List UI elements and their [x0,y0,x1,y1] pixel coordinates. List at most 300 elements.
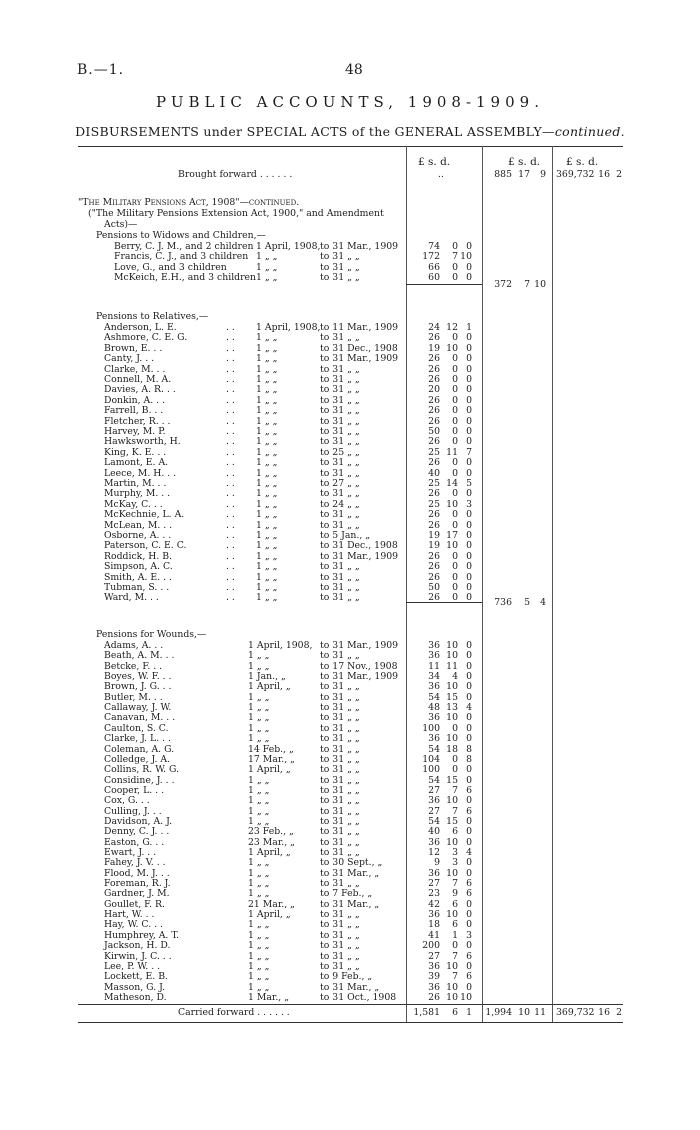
amount-pence: 0 [466,764,472,776]
pensioner-name: Simpson, A. C. [104,561,173,573]
amount-pence: 0 [466,712,472,724]
leader-dots: . . [226,550,235,562]
leader-dots: . . [226,332,235,344]
period-to: to 31 „ „ [320,561,360,573]
period-from: 14 Feb., „ [248,743,294,755]
period-to: to 31 „ „ [320,374,360,385]
amount-pounds: 27 [428,878,440,890]
period-to: to 31 „ „ [320,251,360,263]
pensioner-name: Adams, A. . . [104,640,164,651]
amount-pence: 0 [466,436,472,448]
cf-col2-shillings: 10 [518,1007,530,1018]
leader-dots: . . [226,467,235,479]
period-from: 1 „ „ [256,478,278,489]
period-from: 1 „ „ [248,650,270,662]
amount-shillings: 1 [452,929,458,941]
amount-pounds: 18 [428,919,440,931]
period-from: 1 „ „ [256,519,278,531]
leader-dots: . . [226,436,235,448]
ledger-table [78,146,623,1022]
amount-shillings: 4 [452,671,458,683]
amount-pence: 0 [466,919,472,931]
period-from: 1 April, „ [248,847,291,858]
period-from: 1 „ „ [256,530,278,541]
amount-pence: 1 [466,322,472,333]
amount-shillings: 0 [452,488,458,500]
brought-forward-label: Brought forward . . . . . . [178,169,293,180]
amount-shillings: 13 [446,702,458,714]
amount-pounds: 25 [428,478,440,489]
amount-pounds: 26 [428,353,440,365]
amount-pounds: 26 [428,550,440,562]
amount-shillings: 12 [446,322,458,333]
pensioner-name: Francis, C. J., and 3 children [114,251,249,263]
pensioner-name: Ashmore, C. E. G. [104,332,188,344]
amount-pounds: 60 [428,272,440,284]
amount-shillings: 0 [452,363,458,375]
leader-dots: . . [226,394,235,406]
period-to: to 31 „ „ [320,650,360,662]
period-to: to 31 „ „ [320,764,360,776]
period-to: to 31 „ „ [320,795,360,807]
amount-shillings: 0 [452,426,458,437]
amount-pence: 0 [466,363,472,375]
amount-pounds: 172 [422,251,440,263]
pensioner-name: Hay, W. C. . . [104,919,163,931]
amount-pounds: 25 [428,446,440,458]
amount-shillings: 0 [452,571,458,583]
pensioner-name: Beath, A. M. . . [104,650,175,662]
column-divider-2 [482,146,483,1022]
period-to: to 9 Feb., „ [320,971,373,983]
leader-dots: . . [226,498,235,510]
period-to: to 31 Dec., 1908 [320,540,398,552]
page-subtitle [0,124,700,139]
amount-shillings: 10 [446,712,458,724]
amount-pence: 0 [466,774,472,786]
pensioner-name: Butler, M. . . [104,691,163,703]
widows-subtotal-rule [406,284,482,285]
amount-pence: 0 [466,722,472,734]
amount-shillings: 0 [452,436,458,448]
amount-pounds: 26 [428,991,440,1003]
pensioner-name: Brown, E. . . [104,342,163,354]
currency-header-2: £ s. d. [508,156,541,168]
amount-pounds: 74 [428,241,440,252]
pensioner-name: Fletcher, R. . . [104,415,171,427]
amount-shillings: 0 [452,374,458,385]
bf-col3-pence: 2 [616,169,622,180]
period-to: to 31 „ „ [320,592,360,604]
table-bottom-rule [78,1004,623,1005]
cf-col1-pounds: 1,581 [413,1007,440,1018]
amount-shillings: 7 [452,805,458,817]
amount-pounds: 200 [422,940,440,952]
amount-pence: 8 [466,753,472,765]
amount-pounds: 27 [428,784,440,796]
period-from: 1 „ „ [248,867,270,879]
amount-pence: 6 [466,784,472,796]
period-from: 1 „ „ [256,405,278,417]
subtitle-continued: —continued. [542,124,625,139]
pensioner-name: McLean, M. . . [104,519,173,531]
amount-pence: 0 [466,909,472,921]
amount-pence: 0 [466,384,472,396]
leader-dots: . . [226,384,235,396]
cf-col3-pence: 2 [616,1007,622,1018]
amount-pounds: 26 [428,571,440,583]
amount-pounds: 25 [428,498,440,510]
leader-dots: . . [226,374,235,385]
relatives-heading: Pensions to Relatives,— [96,311,209,322]
period-from: 1 April, „ [248,764,291,776]
pensioner-name: Love, G., and 3 children [114,261,227,273]
amount-shillings: 10 [446,681,458,693]
amount-pounds: 26 [428,363,440,375]
period-from: 1 „ „ [256,272,278,284]
amount-pence: 8 [466,743,472,755]
period-from: 1 April, 1908, [256,322,321,333]
period-to: to 31 „ „ [320,681,360,693]
amount-pounds: 100 [422,722,440,734]
amount-pounds: 50 [428,582,440,593]
widows-total-shillings: 7 [524,279,530,290]
amount-pounds: 36 [428,733,440,745]
brought-forward-col1: .. [438,169,444,180]
leader-dots: . . [226,446,235,458]
period-to: to 31 „ „ [320,571,360,583]
amount-pounds: 12 [428,847,440,858]
leader-dots: . . [226,519,235,531]
period-from: 17 Mar., „ [248,753,295,765]
pensioner-name: Flood, M. J. . . [104,867,170,879]
amount-shillings: 10 [446,909,458,921]
period-to: to 25 „ „ [320,446,360,458]
amount-pence: 0 [466,261,472,273]
leader-dots: . . [226,530,235,541]
amount-pounds: 36 [428,712,440,724]
pensioner-name: Collins, R. W. G. [104,764,180,776]
amount-pence: 0 [466,898,472,910]
period-to: to 31 Dec., 1908 [320,342,398,354]
cf-col2-pence: 11 [534,1007,546,1018]
amount-pounds: 20 [428,384,440,396]
period-to: to 31 „ „ [320,415,360,427]
pensioner-name: Paterson, C. E. C. [104,540,187,552]
period-to: to 31 „ „ [320,909,360,921]
amount-shillings: 7 [452,971,458,983]
amount-pounds: 54 [428,774,440,786]
amount-pence: 0 [466,550,472,562]
leader-dots: . . [226,488,235,500]
period-from: 1 „ „ [256,592,278,604]
period-to: to 31 „ „ [320,847,360,858]
period-from: 1 „ „ [256,457,278,469]
amount-pence: 0 [466,509,472,521]
relatives-total-pounds: 736 [494,597,512,608]
leader-dots: . . [226,353,235,365]
leader-dots: . . [226,457,235,469]
period-from: 1 „ „ [248,815,270,827]
leader-dots: . . [226,561,235,573]
period-to: to 31 „ „ [320,929,360,941]
amount-shillings: 0 [452,582,458,593]
amount-pounds: 27 [428,805,440,817]
period-to: to 30 Sept., „ [320,857,383,869]
period-from: 1 „ „ [248,805,270,817]
pensioner-name: Clarke, J. L. . . [104,733,171,745]
amount-shillings: 9 [452,888,458,900]
carried-forward-label: Carried forward . . . . . . [178,1007,290,1018]
column-divider-1 [406,146,407,1022]
pensioner-name: Culling, J. . . [104,805,162,817]
leader-dots: . . [226,363,235,375]
wounds-heading: Pensions for Wounds,— [96,629,207,640]
period-from: 1 April, „ [248,909,291,921]
amount-pence: 4 [466,847,472,858]
period-from: 1 „ „ [256,374,278,385]
period-to: to 31 „ „ [320,940,360,952]
pensioner-name: McKeich, E.H., and 3 children [114,272,257,284]
amount-pence: 0 [466,374,472,385]
period-to: to 31 „ „ [320,836,360,848]
amount-pounds: 39 [428,971,440,983]
period-to: to 31 Mar., 1909 [320,550,399,562]
period-to: to 31 „ „ [320,722,360,734]
amount-pounds: 54 [428,691,440,703]
period-to: to 31 „ „ [320,960,360,972]
table-bottom-rule-2 [78,1022,623,1023]
amount-shillings: 7 [452,878,458,890]
period-to: to 31 „ „ [320,826,360,838]
bf-col2-shillings: 17 [518,169,530,180]
period-from: 1 „ „ [248,878,270,890]
amount-pounds: 48 [428,702,440,714]
leader-dots: . . [226,322,235,333]
amount-pence: 0 [466,415,472,427]
amount-shillings: 10 [446,640,458,651]
period-to: to 31 „ „ [320,405,360,417]
period-from: 1 „ „ [248,733,270,745]
pensioner-name: Lamont, E. A. [104,457,169,469]
amount-pounds: 40 [428,467,440,479]
amount-pounds: 9 [434,857,440,869]
act-title: "The Military Pensions Act, 1908"—continued. [78,197,300,208]
act-subtitle-line2: Acts)— [104,219,138,230]
pensioner-name: Smith, A. E. . . [104,571,172,583]
pensioner-name: Gardner, J. M. [104,888,170,900]
amount-pounds: 26 [428,457,440,469]
pensioner-name: Denny, C. J. . . [104,826,170,838]
page-number: 48 [345,62,363,78]
amount-pounds: 26 [428,332,440,344]
amount-shillings: 0 [452,764,458,776]
currency-header-3: £ s. d. [566,156,599,168]
amount-pence: 0 [466,815,472,827]
pensioner-name: McKechnie, L. A. [104,509,185,521]
pensioner-name: Betcke, F. . . [104,660,163,672]
period-to: to 31 „ „ [320,743,360,755]
amount-pounds: 36 [428,867,440,879]
relatives-total-shillings: 5 [524,597,530,608]
period-from: 1 „ „ [256,363,278,375]
amount-pounds: 36 [428,640,440,651]
amount-pence: 0 [466,561,472,573]
period-to: to 31 „ „ [320,712,360,724]
amount-pence: 0 [466,640,472,651]
period-from: 1 „ „ [256,550,278,562]
amount-shillings: 6 [452,919,458,931]
amount-shillings: 0 [452,457,458,469]
period-from: 1 „ „ [256,571,278,583]
amount-pence: 0 [466,394,472,406]
period-to: to 5 Jan., „ [320,530,371,541]
period-to: to 27 „ „ [320,478,360,489]
widows-total-pence: 10 [534,279,546,290]
amount-pounds: 100 [422,764,440,776]
amount-pounds: 11 [428,660,440,672]
leader-dots: . . [226,342,235,354]
period-from: 1 „ „ [248,857,270,869]
period-to: to 31 „ „ [320,702,360,714]
amount-pounds: 26 [428,519,440,531]
pensioner-name: Ward, M. . . [104,592,159,604]
amount-pounds: 36 [428,981,440,993]
table-top-rule [78,146,623,147]
amount-shillings: 0 [452,272,458,284]
amount-pounds: 54 [428,815,440,827]
period-from: 1 April, 1908, [248,640,313,651]
pensioner-name: Hawksworth, H. [104,436,181,448]
amount-shillings: 0 [452,592,458,604]
period-to: to 31 Mar., 1909 [320,640,399,651]
period-from: 1 „ „ [256,394,278,406]
bf-col3-pounds: 369,732 [556,169,595,180]
pensioner-name: Matheson, D. [104,991,167,1003]
period-from: 1 „ „ [256,261,278,273]
pensioner-name: Masson, G. J. [104,981,166,993]
period-to: to 31 „ „ [320,457,360,469]
amount-shillings: 3 [452,847,458,858]
amount-shillings: 6 [452,898,458,910]
amount-pence: 6 [466,950,472,962]
period-from: 1 „ „ [256,488,278,500]
period-from: 1 „ „ [256,540,278,552]
period-to: to 31 „ „ [320,509,360,521]
period-from: 1 April, 1908, [256,241,321,252]
amount-pounds: 36 [428,836,440,848]
amount-shillings: 10 [446,836,458,848]
pensioner-name: Hart, W. . . [104,909,155,921]
period-to: to 31 Mar., 1909 [320,671,399,683]
pensioner-name: Tubman, S. . . [104,582,170,593]
period-to: to 31 „ „ [320,805,360,817]
period-to: to 31 „ „ [320,426,360,437]
amount-shillings: 0 [452,940,458,952]
amount-shillings: 3 [452,857,458,869]
pensioner-name: McKay, C. . . [104,498,163,510]
pensioner-name: Easton, G. . . [104,836,165,848]
period-from: 1 „ „ [256,332,278,344]
widows-heading: Pensions to Widows and Children,— [96,230,266,241]
period-from: 1 „ „ [256,509,278,521]
amount-pounds: 26 [428,415,440,427]
amount-shillings: 14 [446,478,458,489]
pensioner-name: Jackson, H. D. [104,940,171,952]
period-from: 1 „ „ [248,712,270,724]
amount-shillings: 0 [452,509,458,521]
amount-pounds: 26 [428,436,440,448]
amount-pounds: 19 [428,540,440,552]
leader-dots: . . [226,478,235,489]
amount-pence: 6 [466,878,472,890]
cf-col1-pence: 1 [466,1007,472,1018]
pensioner-name: Coleman, A. G. [104,743,175,755]
period-from: 1 „ „ [256,353,278,365]
amount-pounds: 26 [428,405,440,417]
leader-dots: . . [226,509,235,521]
pensioner-name: Farrell, B. . . [104,405,164,417]
amount-shillings: 15 [446,815,458,827]
period-to: to 17 Nov., 1908 [320,660,398,672]
period-to: to 31 „ „ [320,919,360,931]
period-to: to 31 Mar., „ [320,898,380,910]
pensioner-name: Berry, C. J. M., and 2 children [114,241,254,252]
pensioner-name: Colledge, J. A. [104,753,171,765]
period-from: 1 „ „ [256,342,278,354]
amount-pence: 0 [466,530,472,541]
period-to: to 24 „ „ [320,498,360,510]
amount-shillings: 10 [446,540,458,552]
period-to: to 31 „ „ [320,272,360,284]
amount-pounds: 36 [428,909,440,921]
period-to: to 31 „ „ [320,733,360,745]
pensioner-name: Brown, J. G. . . [104,681,172,693]
period-from: 1 „ „ [256,446,278,458]
period-to: to 31 „ „ [320,436,360,448]
period-from: 1 „ „ [256,436,278,448]
pensioner-name: Caulton, S. C. [104,722,169,734]
amount-pence: 0 [466,660,472,672]
amount-pounds: 104 [422,753,440,765]
leader-dots: . . [226,540,235,552]
period-from: 1 „ „ [256,498,278,510]
period-from: 23 Feb., „ [248,826,294,838]
period-from: 1 April, „ [248,681,291,693]
amount-pounds: 40 [428,826,440,838]
leader-dots: . . [226,405,235,417]
period-from: 1 „ „ [248,971,270,983]
pensioner-name: Lockett, E. B. [104,971,168,983]
period-to: to 31 „ „ [320,384,360,396]
amount-pence: 3 [466,929,472,941]
amount-shillings: 7 [452,950,458,962]
period-to: to 31 „ „ [320,753,360,765]
period-from: 1 „ „ [248,784,270,796]
period-from: 1 „ „ [248,940,270,952]
period-to: to 31 „ „ [320,467,360,479]
amount-pence: 4 [466,702,472,714]
amount-pence: 0 [466,867,472,879]
amount-shillings: 10 [446,960,458,972]
period-to: to 31 Mar., 1909 [320,353,399,365]
amount-pounds: 19 [428,342,440,354]
amount-pence: 0 [466,540,472,552]
period-from: 1 „ „ [248,919,270,931]
amount-shillings: 15 [446,691,458,703]
pensioner-name: Considine, J. . . [104,774,175,786]
amount-pence: 0 [466,488,472,500]
